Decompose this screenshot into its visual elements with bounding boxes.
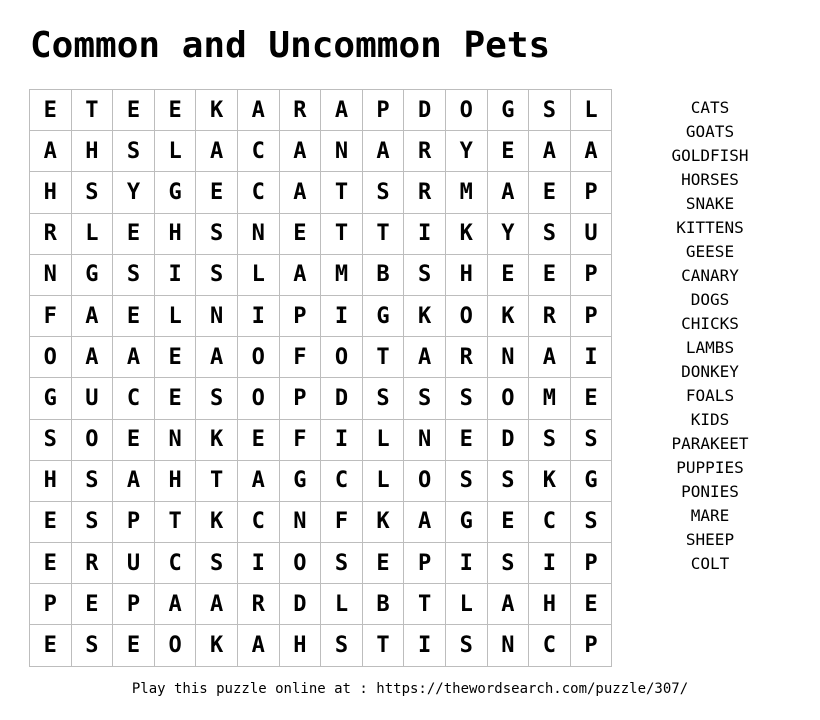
grid-cell[interactable]: O: [446, 296, 488, 337]
grid-cell[interactable]: S: [321, 543, 363, 584]
letter-grid: [29, 89, 612, 667]
grid-cell[interactable]: I: [155, 255, 197, 296]
grid-cell[interactable]: O: [280, 543, 322, 584]
grid-cell[interactable]: O: [488, 378, 530, 419]
grid-cell[interactable]: S: [72, 461, 114, 502]
word-list-item: SNAKE: [685, 194, 735, 213]
grid-cell[interactable]: N: [155, 420, 197, 461]
grid-cell[interactable]: A: [280, 172, 322, 213]
grid-cell[interactable]: R: [529, 296, 571, 337]
grid-cell[interactable]: E: [113, 296, 155, 337]
grid-cell[interactable]: H: [280, 625, 322, 666]
grid-cell[interactable]: S: [196, 543, 238, 584]
grid-cell[interactable]: S: [404, 255, 446, 296]
grid-cell[interactable]: E: [280, 214, 322, 255]
grid-cell[interactable]: M: [529, 378, 571, 419]
grid-cell[interactable]: E: [30, 625, 72, 666]
grid-cell[interactable]: P: [571, 625, 613, 666]
grid-cell[interactable]: E: [488, 131, 530, 172]
grid-cell[interactable]: A: [488, 584, 530, 625]
grid-cell[interactable]: S: [196, 378, 238, 419]
grid-cell[interactable]: I: [238, 543, 280, 584]
grid-cell[interactable]: C: [529, 502, 571, 543]
grid-cell[interactable]: I: [571, 337, 613, 378]
grid-cell[interactable]: G: [72, 255, 114, 296]
word-list: [650, 96, 770, 576]
grid-cell[interactable]: F: [321, 502, 363, 543]
puzzle-title: Common and Uncommon Pets: [30, 25, 551, 66]
grid-cell[interactable]: I: [529, 543, 571, 584]
word-list-item: KITTENS: [676, 218, 744, 237]
grid-cell[interactable]: N: [30, 255, 72, 296]
grid-cell[interactable]: N: [321, 131, 363, 172]
grid-cell[interactable]: A: [280, 255, 322, 296]
word-list-item: CATS: [690, 98, 730, 117]
grid-cell[interactable]: E: [30, 90, 72, 131]
grid-cell[interactable]: F: [280, 420, 322, 461]
grid-cell[interactable]: O: [72, 420, 114, 461]
word-list-item: GEESE: [685, 242, 735, 261]
grid-cell[interactable]: P: [280, 378, 322, 419]
grid-cell[interactable]: F: [280, 337, 322, 378]
grid-cell[interactable]: G: [488, 90, 530, 131]
grid-cell[interactable]: R: [404, 172, 446, 213]
grid-cell[interactable]: E: [571, 378, 613, 419]
grid-cell[interactable]: K: [488, 296, 530, 337]
grid-cell[interactable]: G: [155, 172, 197, 213]
grid-cell[interactable]: P: [280, 296, 322, 337]
grid-cell[interactable]: A: [363, 131, 405, 172]
grid-cell[interactable]: S: [488, 461, 530, 502]
word-list-item: PUPPIES: [676, 458, 744, 477]
grid-cell[interactable]: H: [446, 255, 488, 296]
grid-cell[interactable]: A: [238, 461, 280, 502]
word-list-item: PARAKEET: [671, 434, 749, 453]
grid-cell[interactable]: L: [446, 584, 488, 625]
grid-cell[interactable]: H: [529, 584, 571, 625]
grid-cell[interactable]: I: [404, 214, 446, 255]
grid-cell[interactable]: L: [155, 131, 197, 172]
grid-cell[interactable]: S: [571, 502, 613, 543]
grid-cell[interactable]: H: [155, 214, 197, 255]
grid-cell[interactable]: O: [238, 378, 280, 419]
grid-cell[interactable]: L: [155, 296, 197, 337]
grid-cell[interactable]: P: [113, 584, 155, 625]
grid-cell[interactable]: A: [113, 461, 155, 502]
grid-cell[interactable]: C: [529, 625, 571, 666]
grid-cell[interactable]: P: [363, 90, 405, 131]
grid-cell[interactable]: B: [363, 584, 405, 625]
grid-cell[interactable]: C: [238, 172, 280, 213]
grid-cell[interactable]: A: [238, 625, 280, 666]
grid-cell[interactable]: L: [363, 461, 405, 502]
word-list-item: KIDS: [690, 410, 730, 429]
word-list-item: MARE: [690, 506, 730, 525]
grid-cell[interactable]: H: [72, 131, 114, 172]
grid-cell[interactable]: E: [196, 172, 238, 213]
grid-cell[interactable]: I: [321, 296, 363, 337]
word-list-item: HORSES: [681, 170, 739, 189]
grid-cell[interactable]: I: [238, 296, 280, 337]
footer-link-text: Play this puzzle online at : https://thewordsearch.com/puzzle/307/: [131, 681, 689, 697]
grid-cell[interactable]: T: [363, 625, 405, 666]
grid-cell[interactable]: R: [30, 214, 72, 255]
grid-cell[interactable]: B: [363, 255, 405, 296]
grid-cell[interactable]: C: [238, 131, 280, 172]
grid-cell[interactable]: T: [363, 337, 405, 378]
grid-cell[interactable]: K: [529, 461, 571, 502]
grid-cell[interactable]: A: [488, 172, 530, 213]
grid-cell[interactable]: P: [571, 296, 613, 337]
grid-cell[interactable]: E: [113, 90, 155, 131]
grid-cell[interactable]: R: [404, 131, 446, 172]
grid-cell[interactable]: H: [30, 461, 72, 502]
grid-cell[interactable]: I: [404, 625, 446, 666]
grid-cell[interactable]: E: [30, 502, 72, 543]
grid-cell[interactable]: A: [196, 337, 238, 378]
grid-cell[interactable]: R: [72, 543, 114, 584]
grid-cell[interactable]: A: [113, 337, 155, 378]
grid-cell[interactable]: S: [196, 255, 238, 296]
grid-cell[interactable]: E: [113, 420, 155, 461]
grid-cell[interactable]: P: [30, 584, 72, 625]
grid-cell[interactable]: T: [363, 214, 405, 255]
word-list-item: PONIES: [681, 482, 739, 501]
grid-cell[interactable]: R: [238, 584, 280, 625]
grid-cell[interactable]: T: [196, 461, 238, 502]
grid-cell[interactable]: E: [446, 420, 488, 461]
grid-cell[interactable]: A: [529, 131, 571, 172]
grid-cell[interactable]: I: [321, 420, 363, 461]
grid-cell[interactable]: S: [72, 172, 114, 213]
grid-cell[interactable]: S: [404, 378, 446, 419]
grid-cell[interactable]: A: [404, 337, 446, 378]
grid-cell[interactable]: I: [446, 543, 488, 584]
grid-cell[interactable]: K: [196, 502, 238, 543]
grid-cell[interactable]: S: [446, 378, 488, 419]
grid-cell[interactable]: G: [446, 502, 488, 543]
grid-cell[interactable]: D: [321, 378, 363, 419]
grid-cell[interactable]: S: [571, 420, 613, 461]
grid-cell[interactable]: E: [155, 337, 197, 378]
grid-cell[interactable]: S: [529, 420, 571, 461]
grid-cell[interactable]: A: [280, 131, 322, 172]
grid-cell[interactable]: A: [571, 131, 613, 172]
grid-cell[interactable]: S: [363, 172, 405, 213]
grid-cell[interactable]: H: [30, 172, 72, 213]
grid-cell[interactable]: Y: [446, 131, 488, 172]
grid-cell[interactable]: E: [155, 378, 197, 419]
grid-cell[interactable]: E: [30, 543, 72, 584]
grid-cell[interactable]: G: [280, 461, 322, 502]
grid-cell[interactable]: T: [321, 214, 363, 255]
grid-cell[interactable]: O: [155, 625, 197, 666]
grid-cell[interactable]: E: [529, 172, 571, 213]
grid-cell[interactable]: S: [321, 625, 363, 666]
grid-cell[interactable]: S: [196, 214, 238, 255]
grid-cell[interactable]: N: [280, 502, 322, 543]
grid-cell[interactable]: G: [30, 378, 72, 419]
grid-cell[interactable]: S: [446, 461, 488, 502]
grid-cell[interactable]: S: [72, 625, 114, 666]
grid-cell[interactable]: E: [363, 543, 405, 584]
grid-cell[interactable]: U: [571, 214, 613, 255]
grid-cell[interactable]: A: [404, 502, 446, 543]
grid-cell[interactable]: S: [488, 543, 530, 584]
grid-cell[interactable]: D: [488, 420, 530, 461]
grid-cell[interactable]: O: [446, 90, 488, 131]
grid-cell[interactable]: A: [529, 337, 571, 378]
grid-cell[interactable]: G: [571, 461, 613, 502]
grid-cell[interactable]: L: [321, 584, 363, 625]
grid-cell[interactable]: S: [72, 502, 114, 543]
grid-cell[interactable]: Y: [488, 214, 530, 255]
grid-cell[interactable]: H: [155, 461, 197, 502]
grid-cell[interactable]: A: [238, 90, 280, 131]
word-list-item: DOGS: [690, 290, 730, 309]
word-list-item: FOALS: [685, 386, 735, 405]
grid-cell[interactable]: E: [529, 255, 571, 296]
word-list-item: LAMBS: [685, 338, 735, 357]
grid-cell[interactable]: E: [238, 420, 280, 461]
grid-cell[interactable]: N: [404, 420, 446, 461]
grid-cell[interactable]: C: [321, 461, 363, 502]
grid-cell[interactable]: N: [488, 337, 530, 378]
grid-cell[interactable]: P: [571, 255, 613, 296]
grid-cell[interactable]: K: [446, 214, 488, 255]
grid-cell[interactable]: K: [196, 420, 238, 461]
grid-cell[interactable]: E: [571, 584, 613, 625]
grid-cell[interactable]: L: [72, 214, 114, 255]
grid-cell[interactable]: E: [488, 502, 530, 543]
grid-cell[interactable]: L: [363, 420, 405, 461]
grid-cell[interactable]: S: [363, 378, 405, 419]
word-list-item: CHICKS: [681, 314, 739, 333]
grid-cell[interactable]: A: [196, 131, 238, 172]
grid-cell[interactable]: T: [72, 90, 114, 131]
grid-cell[interactable]: N: [238, 214, 280, 255]
word-list-item: GOLDFISH: [671, 146, 749, 165]
grid-cell[interactable]: A: [155, 584, 197, 625]
grid-cell[interactable]: A: [196, 584, 238, 625]
grid-cell[interactable]: U: [113, 543, 155, 584]
grid-cell[interactable]: F: [30, 296, 72, 337]
grid-cell[interactable]: T: [404, 584, 446, 625]
grid-cell[interactable]: R: [280, 90, 322, 131]
grid-cell[interactable]: E: [113, 625, 155, 666]
grid-cell[interactable]: P: [113, 502, 155, 543]
grid-cell[interactable]: O: [404, 461, 446, 502]
grid-cell[interactable]: O: [321, 337, 363, 378]
word-list-item: GOATS: [685, 122, 735, 141]
grid-cell[interactable]: E: [72, 584, 114, 625]
grid-cell[interactable]: K: [363, 502, 405, 543]
grid-cell[interactable]: S: [113, 131, 155, 172]
grid-cell[interactable]: O: [238, 337, 280, 378]
word-list-item: CANARY: [681, 266, 739, 285]
grid-cell[interactable]: A: [30, 131, 72, 172]
grid-cell[interactable]: E: [488, 255, 530, 296]
grid-cell[interactable]: R: [446, 337, 488, 378]
grid-cell[interactable]: L: [238, 255, 280, 296]
grid-cell[interactable]: G: [363, 296, 405, 337]
word-list-item: DONKEY: [681, 362, 739, 381]
grid-cell[interactable]: A: [72, 337, 114, 378]
grid-cell[interactable]: T: [155, 502, 197, 543]
grid-cell[interactable]: K: [196, 625, 238, 666]
grid-cell[interactable]: P: [571, 543, 613, 584]
grid-cell[interactable]: D: [280, 584, 322, 625]
grid-cell[interactable]: K: [196, 90, 238, 131]
grid-cell[interactable]: E: [155, 90, 197, 131]
grid-cell[interactable]: M: [321, 255, 363, 296]
grid-cell[interactable]: C: [238, 502, 280, 543]
grid-cell[interactable]: O: [30, 337, 72, 378]
grid-cell[interactable]: E: [113, 214, 155, 255]
grid-cell[interactable]: U: [72, 378, 114, 419]
grid-cell[interactable]: M: [446, 172, 488, 213]
grid-cell[interactable]: T: [321, 172, 363, 213]
grid-cell[interactable]: S: [446, 625, 488, 666]
grid-cell[interactable]: N: [488, 625, 530, 666]
grid-cell[interactable]: N: [196, 296, 238, 337]
grid-cell[interactable]: D: [404, 90, 446, 131]
grid-cell[interactable]: S: [113, 255, 155, 296]
grid-cell[interactable]: A: [321, 90, 363, 131]
grid-cell[interactable]: P: [404, 543, 446, 584]
grid-cell[interactable]: S: [30, 420, 72, 461]
grid-cell[interactable]: S: [529, 214, 571, 255]
grid-cell[interactable]: L: [571, 90, 613, 131]
grid-cell[interactable]: C: [155, 543, 197, 584]
word-list-item: SHEEP: [685, 530, 735, 549]
grid-cell[interactable]: S: [529, 90, 571, 131]
grid-cell[interactable]: Y: [113, 172, 155, 213]
word-list-item: COLT: [690, 554, 730, 573]
grid-cell[interactable]: K: [404, 296, 446, 337]
grid-cell[interactable]: C: [113, 378, 155, 419]
grid-cell[interactable]: P: [571, 172, 613, 213]
grid-cell[interactable]: A: [72, 296, 114, 337]
